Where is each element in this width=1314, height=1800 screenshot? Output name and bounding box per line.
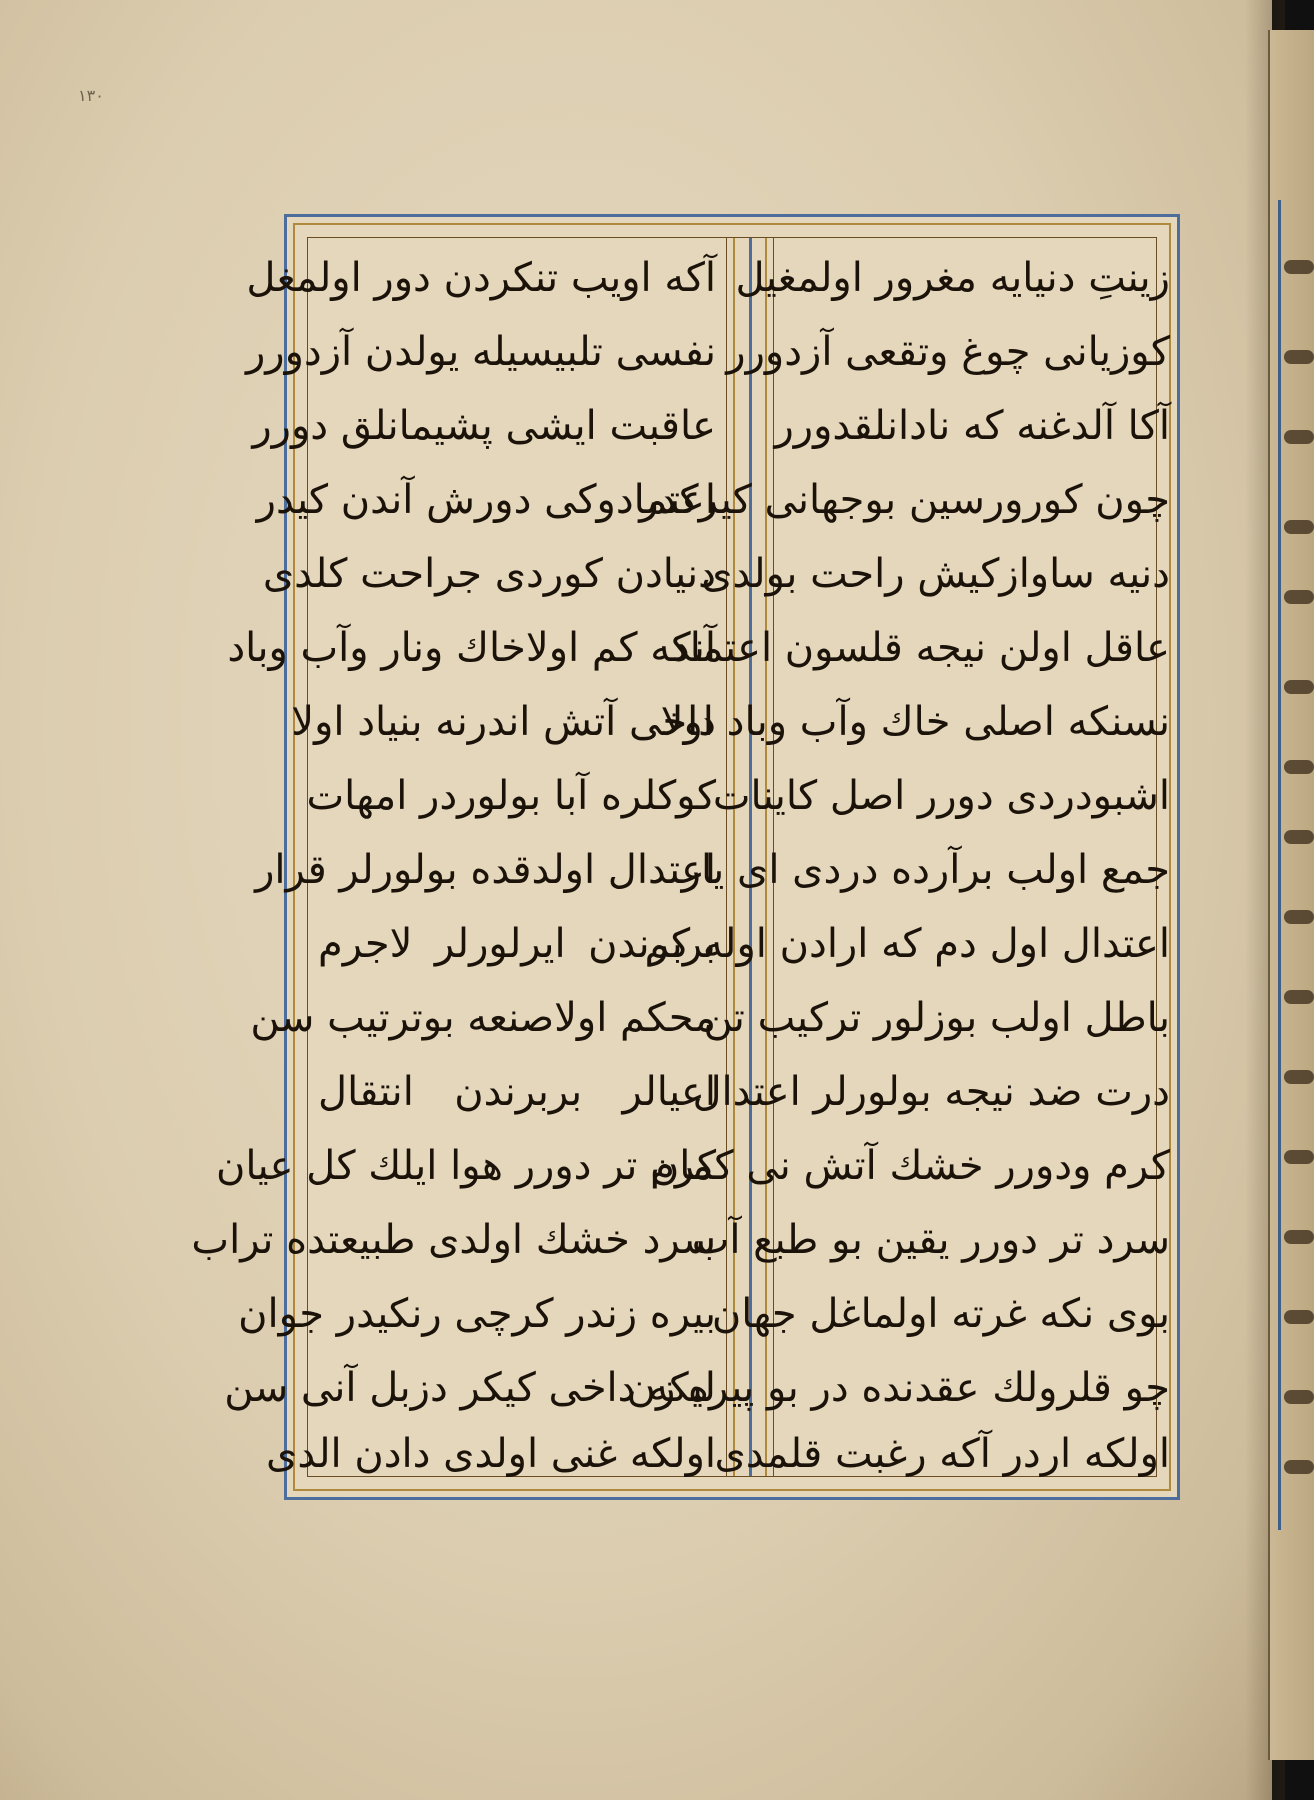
verse-line: درت ضد نیجه بولورلر اعتدال bbox=[692, 1069, 1170, 1115]
verse-line: عاقل اولن نیجه قلسون اعتماد bbox=[671, 625, 1170, 671]
verse-line: جمع اولب برآرده دردی ای یار bbox=[681, 847, 1170, 893]
verse-line: اشبودردی دورر اصل كاینات bbox=[712, 773, 1170, 819]
verse-line: آنكه كم اولاخاك ونار وآب وباد bbox=[227, 625, 716, 671]
verse-line: اولكه اردر آكه رغبت قلمدی bbox=[714, 1431, 1170, 1477]
verse-line: داخی آتش اندرنه بنیاد اولا bbox=[291, 699, 716, 745]
verse-line: آكا آلدغنه كه نادانلقدورر bbox=[774, 403, 1170, 449]
verse-line: بوی نکه غرته اولماغل جهان bbox=[711, 1291, 1170, 1337]
verse-line: دنیه ساوازکیش راحت بولدی bbox=[701, 551, 1170, 597]
verse-line: چون كورورسین بوجهانی كیرکدر bbox=[639, 477, 1170, 523]
verse-line: عاقبت ایشی پشیمانلق دورر bbox=[252, 403, 716, 449]
verse-line: محكم اولاصنعه بوترتیب سن bbox=[250, 995, 716, 1041]
left-column bbox=[191, 238, 726, 1477]
verse-line: نسنكه اصلی خاك وآب وباد اولا bbox=[660, 699, 1170, 745]
verse-line: بربرندن ایرلورلر لاجرم bbox=[318, 921, 716, 967]
verse-line: كوزیانی چوغ وتقعی آزدورر bbox=[726, 329, 1170, 375]
verse-line: دنیادن كوردی جراحت كلدی bbox=[262, 551, 716, 597]
right-column bbox=[626, 238, 1180, 1477]
verse-line: كرم ودورر خشك آتش نی كمان bbox=[649, 1143, 1170, 1189]
adjacent-page-edge bbox=[1268, 30, 1314, 1760]
text-frame bbox=[191, 214, 1180, 1500]
folio-number: ١٣٠ bbox=[78, 86, 104, 105]
verse-line: سرد خشك اولدی طبیعتده تراب bbox=[191, 1217, 716, 1263]
verse-line: نفسی تلبیسیله یولدن آزدورر bbox=[245, 329, 716, 375]
gold-ruling bbox=[191, 223, 1171, 1491]
text-block bbox=[191, 237, 1170, 1477]
verse-line: باطل اولب بوزلور تركیب تن bbox=[703, 995, 1170, 1041]
verse-line: چو قلرولك عقدنده در بو پیره زن bbox=[626, 1365, 1170, 1411]
verse-line: اولكه غنی اولدی دادن الدی bbox=[266, 1431, 716, 1477]
verse-line: بیره زندر كرچی رنكیدر جوان bbox=[238, 1291, 716, 1337]
verse-line: اعتدال اول دم كه ارادن اوله كم bbox=[644, 921, 1170, 967]
verse-line: اعیالر بربرندن انتقال bbox=[318, 1069, 716, 1115]
verse-line: اعتمادوکی دورش آندن كیدر bbox=[256, 477, 716, 523]
verse-line: آكه اویب تنكردن دور اولمغل bbox=[246, 255, 716, 301]
verse-line: اعتدال اولدقده بولورلر قرار bbox=[255, 847, 716, 893]
verse-line: زینتِ دنیایه مغرور اولمغیل bbox=[735, 255, 1170, 301]
verse-line: لیكه داخی كیکر دزبل آنی سن bbox=[224, 1365, 716, 1411]
verse-line: كوکلره آبا بولوردر امهات bbox=[306, 773, 716, 819]
verse-line: كرم تر دورر هوا ایلك كل عیان bbox=[215, 1143, 716, 1189]
verse-line: سرد تر دورر یقین بو طبع آب bbox=[691, 1217, 1170, 1263]
